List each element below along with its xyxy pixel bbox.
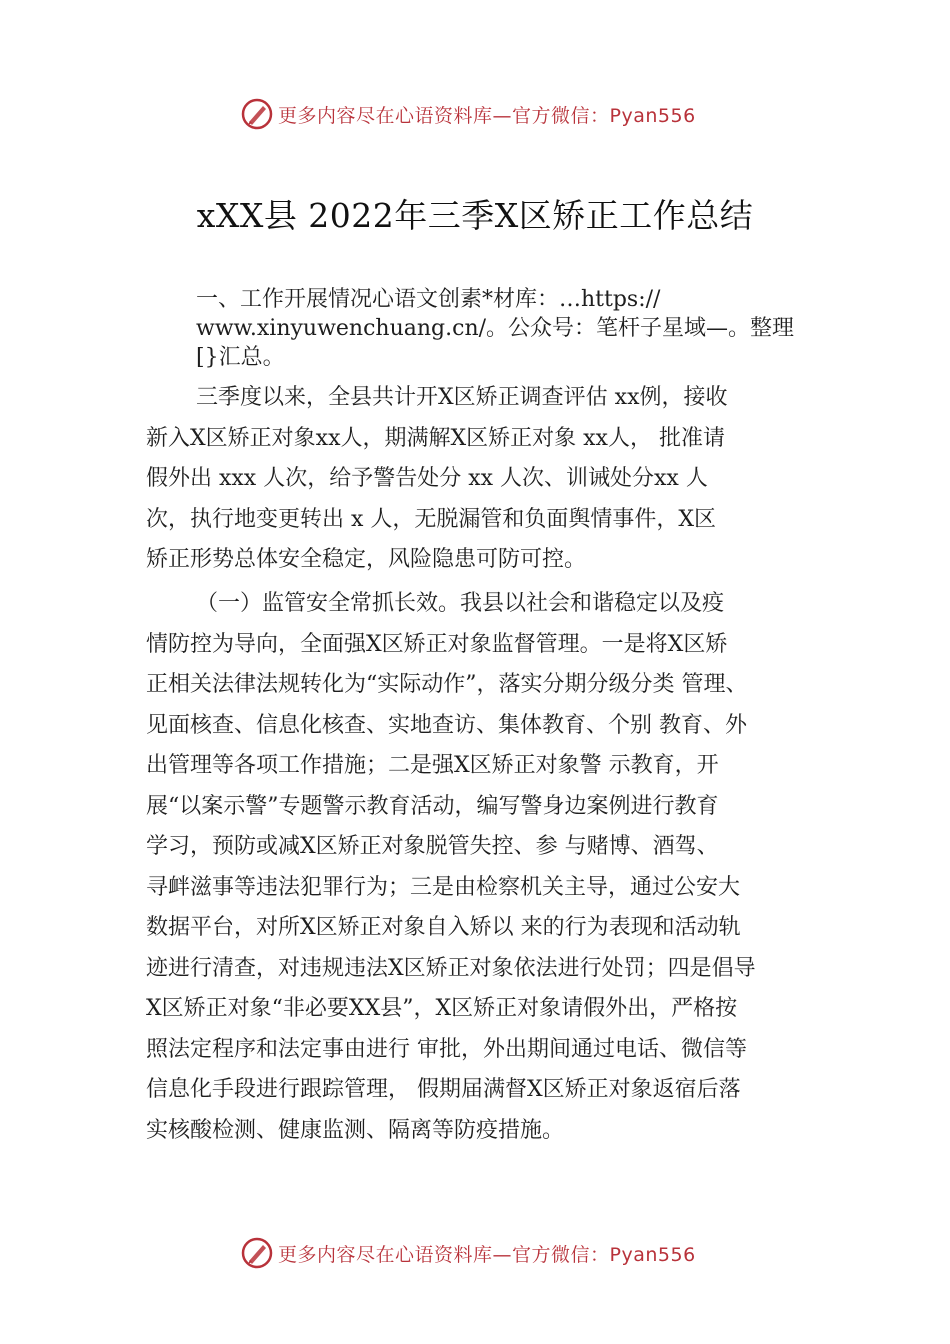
- heading-line: [}汇总。: [196, 345, 285, 370]
- paragraph-line: 情防控为导向，全面强X区矫正对象监督管理。一是将X区矫: [146, 631, 728, 657]
- document-title: xXX县 2022年三季X区矫正工作总结: [196, 196, 754, 235]
- paragraph-line: 矫正形势总体安全稳定，风险隐患可防可控。: [146, 547, 587, 572]
- watermark-text: 更多内容尽在心语资料库—官方微信：Pyan556: [278, 104, 696, 127]
- paragraph-line: X区矫正对象“非必要XX县”，X区矫正对象请假外出，严格按: [146, 996, 738, 1021]
- heading-line: 一、工作开展情况心语文创素*材库：…https://: [196, 287, 661, 312]
- paragraph-line: 学习，预防或减X区矫正对象脱管失控、参 与赌博、酒驾、: [146, 834, 719, 859]
- paragraph-line: 次，执行地变更转出 x 人，无脱漏管和负面舆情事件，X区: [146, 506, 717, 532]
- paragraph-line: （一）监管安全常抓长效。我县以社会和谐稳定以及疫: [196, 591, 725, 616]
- paragraph-line: 展“以案示警”专题警示教育活动，编写警身边案例进行教育: [146, 793, 719, 819]
- footer-watermark: [240, 1233, 696, 1273]
- pen-logo-icon: [240, 1236, 274, 1270]
- pen-logo-icon: [240, 97, 274, 131]
- header-watermark: [240, 94, 696, 134]
- supervision-paragraph: [146, 584, 836, 1151]
- paragraph-line: 见面核查、信息化核查、实地查访、集体教育、个别 教育、外: [146, 712, 747, 738]
- section-heading: [196, 285, 846, 372]
- paragraph-line: 信息化手段进行跟踪管理， 假期届满督X区矫正对象返宿后落: [146, 1077, 741, 1102]
- paragraph-line: 寻衅滋事等违法犯罪行为；三是由检察机关主导，通过公安大: [146, 874, 741, 900]
- paragraph-line: 实核酸检测、健康监测、隔离等防疫措施。: [146, 1117, 565, 1143]
- paragraph-line: 假外出 xxx 人次，给予警告处分 xx 人次、训诫处分xx 人: [146, 466, 708, 491]
- paragraph-line: 新入X区矫正对象xx人，期满解X区矫正对象 xx人， 批准请: [146, 425, 725, 451]
- paragraph-line: 数据平台，对所X区矫正对象自入矫以 来的行为表现和活动轨: [146, 915, 741, 940]
- paragraph-line: 正相关法律法规转化为“实际动作”，落实分期分级分类 管理、: [146, 672, 748, 697]
- paragraph-line: 三季度以来，全县共计开X区矫正调查评估 xx例，接收: [196, 385, 728, 410]
- summary-paragraph: [146, 378, 836, 581]
- paragraph-line: 出管理等各项工作措施；二是强X区矫正对象警 示教育，开: [146, 753, 719, 778]
- watermark-text: 更多内容尽在心语资料库—官方微信：Pyan556: [278, 1243, 696, 1266]
- paragraph-line: 照法定程序和法定事由进行 审批，外出期间通过电话、微信等: [146, 1036, 747, 1062]
- heading-line: www.xinyuwenchuang.cn/。公众号：笔杆子星域—。整理: [196, 316, 795, 341]
- paragraph-line: 迹进行清查，对违规违法X区矫正对象依法进行处罚；四是倡导: [146, 955, 756, 981]
